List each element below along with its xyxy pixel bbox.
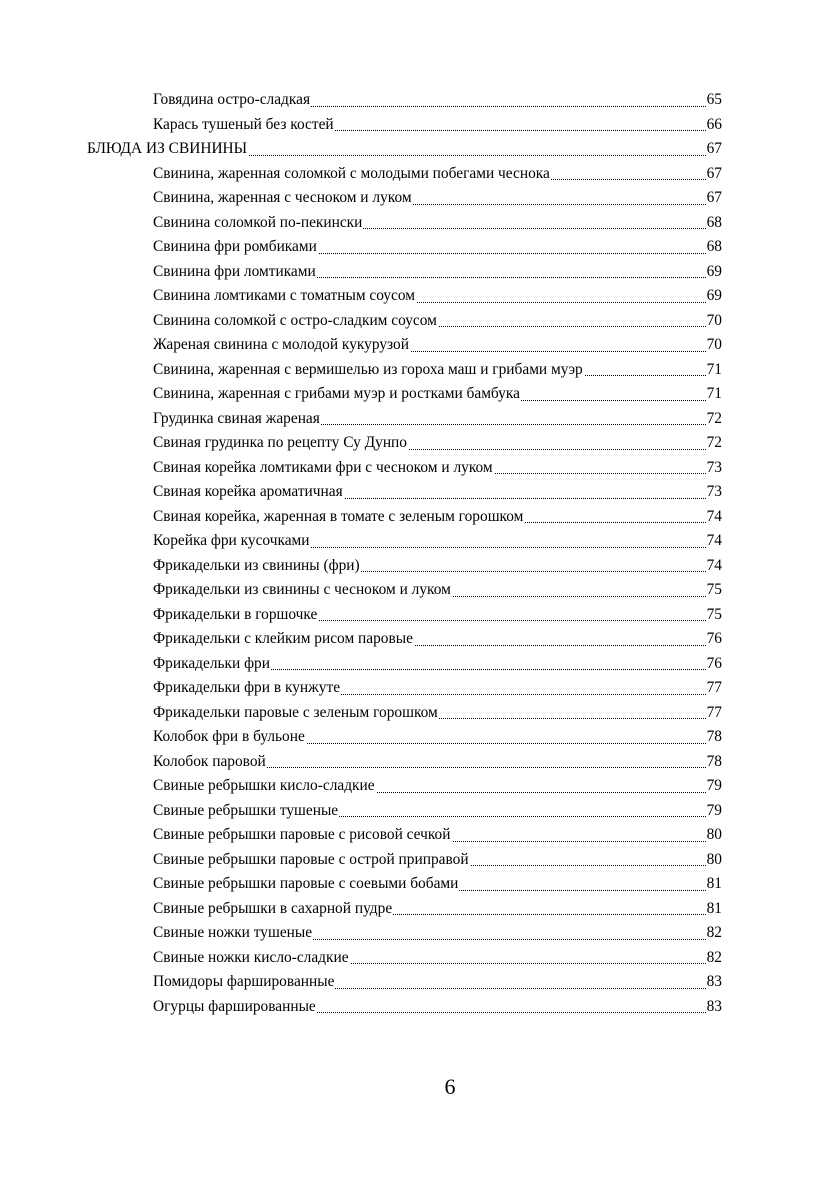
toc-entry-title: Колобок паровой: [153, 752, 266, 770]
toc-entry-title: Свинина фри ломтиками: [153, 262, 316, 280]
toc-entry-page: 83: [706, 970, 722, 995]
toc-entry-page: 67: [706, 162, 722, 187]
toc-entry-title: Фрикадельки паровые с зеленым горошком: [153, 703, 438, 721]
toc-entry-line: [153, 652, 722, 677]
toc-entry: [0, 652, 840, 677]
toc-entry-title: Свинина, жаренная соломкой с молодыми побегами чеснока: [153, 164, 550, 182]
toc-entry-title: Фрикадельки из свинины (фри): [153, 556, 360, 574]
toc-entry-title: Свиные ребрышки паровые с рисовой сечкой: [153, 826, 451, 843]
toc-entry-page: 82: [706, 946, 722, 971]
toc-entry-page: 69: [706, 260, 722, 285]
toc-entry-line: [153, 872, 722, 897]
toc-entry-line: [153, 88, 722, 113]
toc-entry-title: Свиные ножки кисло-сладкие: [153, 948, 349, 966]
toc-entry: [0, 603, 840, 628]
toc-entry-page: 71: [706, 382, 722, 407]
toc-entry-page: 76: [706, 652, 722, 677]
toc-entry-page: 73: [706, 456, 722, 481]
toc-entry-page: 83: [706, 995, 722, 1020]
toc-entry-line: [153, 578, 722, 603]
toc-entry-line: [153, 309, 722, 334]
toc-entry-line: [153, 480, 722, 505]
toc-entry-line: [153, 921, 722, 946]
toc-entry-title: Свинина, жаренная с чесноком и луком: [153, 189, 412, 206]
toc-entry: [0, 627, 840, 652]
toc-entry-page: 66: [706, 113, 722, 138]
toc-entry: [0, 309, 840, 334]
toc-entry: [0, 750, 840, 775]
toc-section-heading: [0, 137, 840, 162]
toc-entry-title: Свинина соломкой по-пекински: [153, 213, 363, 231]
toc-entry-line: [153, 284, 722, 309]
toc-entry: [0, 872, 840, 897]
toc-entry: [0, 946, 840, 971]
toc-entry-title: Фрикадельки с клейким рисом паровые: [153, 630, 413, 647]
toc-entry-line: [153, 358, 722, 383]
toc-entry: [0, 848, 840, 873]
toc-entry-title: Свиные ребрышки паровые с соевыми бобами: [153, 875, 459, 892]
toc-entry-line: [153, 162, 722, 187]
toc-entry: [0, 407, 840, 432]
toc-entry-page: 68: [706, 211, 722, 236]
toc-entry-title: Свиная корейка, жаренная в томате с зеленым горошком: [153, 507, 524, 525]
toc-entry-page: 78: [706, 725, 722, 750]
toc-entry-line: [153, 505, 722, 530]
toc-entry-title: Свиные ребрышки тушеные: [153, 801, 339, 819]
toc-entry: [0, 382, 840, 407]
toc-entry-title: Корейка фри кусочками: [153, 532, 310, 549]
toc-entry-line: [153, 382, 722, 407]
toc-entry-line: [153, 823, 722, 848]
toc-entry-line: [153, 774, 722, 799]
toc-entry-page: 80: [706, 848, 722, 873]
toc-entry-page: 75: [706, 603, 722, 628]
toc-entry: [0, 186, 840, 211]
toc-entry-line: [153, 897, 722, 922]
toc-entry-line: [153, 946, 722, 971]
toc-entry-line: [153, 529, 722, 554]
toc-entry-page: 71: [706, 358, 722, 383]
toc-entry-title: БЛЮДА ИЗ СВИНИНЫ: [87, 140, 248, 157]
toc-entry-line: [153, 186, 722, 211]
toc-entry-title: Карась тушеный без костей: [153, 115, 334, 133]
toc-entry-line: [153, 333, 722, 358]
toc-entry-page: 74: [706, 554, 722, 579]
toc-entry-title: Свинина фри ромбиками: [153, 238, 317, 255]
toc-entry-title: Фрикадельки в горшочке: [153, 605, 318, 623]
toc-entry-title: Свиные ножки тушеные: [153, 924, 313, 941]
toc-entry-page: 65: [706, 88, 722, 113]
toc-entry: [0, 774, 840, 799]
toc-entry-line: [153, 113, 722, 138]
toc-entry-page: 77: [706, 701, 722, 726]
toc-entry-page: 76: [706, 627, 722, 652]
toc-entry: [0, 456, 840, 481]
toc-entry: [0, 823, 840, 848]
toc-entry-page: 67: [706, 186, 722, 211]
toc-entry-title: Огурцы фаршированные: [153, 997, 316, 1015]
toc-entry: [0, 970, 840, 995]
toc-entry-page: 78: [706, 750, 722, 775]
toc-entry-page: 70: [706, 333, 722, 358]
toc-entry: [0, 505, 840, 530]
toc-entry: [0, 897, 840, 922]
toc-entry-title: Грудинка свиная жареная: [153, 409, 320, 427]
toc-entry-title: Фрикадельки фри: [153, 654, 270, 672]
toc-entry-page: 67: [706, 137, 722, 162]
toc-entry-line: [153, 750, 722, 775]
toc-entry-page: 73: [706, 480, 722, 505]
toc-entry-title: Свиная грудинка по рецепту Су Дунпо: [153, 434, 407, 451]
toc-entry-title: Свинина, жаренная с грибами муэр и ростками бамбука: [153, 385, 520, 402]
toc-entry: [0, 162, 840, 187]
toc-entry-page: 79: [706, 799, 722, 824]
toc-entry-title: Фрикадельки из свинины с чесноком и луком: [153, 581, 451, 598]
toc-entry-line: [153, 725, 722, 750]
toc-entry: [0, 701, 840, 726]
toc-entry: [0, 995, 840, 1020]
toc-entry-page: 80: [706, 823, 722, 848]
page-number: 6: [444, 1074, 456, 1099]
toc-entry-page: 69: [706, 284, 722, 309]
toc-entry: [0, 235, 840, 260]
toc-entry: [0, 431, 840, 456]
toc-entry: [0, 480, 840, 505]
toc-entry-line: [153, 431, 722, 456]
toc-entry-line: [153, 970, 722, 995]
toc-entry: [0, 88, 840, 113]
toc-entry-title: Свинина соломкой с остро-сладким соусом: [153, 311, 437, 329]
toc-entry-line: [153, 701, 722, 726]
toc-entry-page: 72: [706, 431, 722, 456]
toc-entry: [0, 529, 840, 554]
toc-entry-line: [153, 799, 722, 824]
toc-entry-page: 74: [706, 529, 722, 554]
toc-entry-page: 79: [706, 774, 722, 799]
toc-entry: [0, 676, 840, 701]
toc-entry-page: 81: [706, 872, 722, 897]
toc-entry: [0, 554, 840, 579]
toc-entry: [0, 284, 840, 309]
toc-entry: [0, 725, 840, 750]
toc-entry-title: Свинина, жаренная с вермишелью из гороха маш и грибами муэр: [153, 360, 583, 378]
toc-entry-title: Свиные ребрышки в сахарной пудре: [153, 899, 393, 917]
toc-entry-title: Колобок фри в бульоне: [153, 728, 305, 745]
toc-entry-title: Свиные ребрышки паровые с острой приправой: [153, 850, 469, 868]
toc-entry: [0, 578, 840, 603]
table-of-contents: [0, 88, 840, 1019]
toc-entry-line: [153, 603, 722, 628]
toc-entry-page: 68: [706, 235, 722, 260]
toc-entry-line: [153, 848, 722, 873]
toc-entry-title: Помидоры фаршированные: [153, 973, 335, 990]
toc-entry-line: [153, 235, 722, 260]
toc-entry-line: [153, 554, 722, 579]
toc-entry: [0, 260, 840, 285]
toc-entry-title: Свиные ребрышки кисло-сладкие: [153, 777, 375, 794]
toc-entry-title: Свинина ломтиками с томатным соусом: [153, 287, 416, 304]
toc-entry-line: [153, 456, 722, 481]
toc-entry-title: Говядина остро-сладкая: [153, 91, 311, 108]
toc-entry: [0, 358, 840, 383]
toc-entry: [0, 921, 840, 946]
toc-entry-line: [153, 260, 722, 285]
toc-entry: [0, 113, 840, 138]
toc-entry: [0, 211, 840, 236]
toc-entry-title: Свиная корейка ароматичная: [153, 483, 343, 500]
toc-entry-title: Жареная свинина с молодой кукурузой: [153, 336, 409, 353]
toc-entry-title: Свиная корейка ломтиками фри с чесноком и луком: [153, 458, 493, 476]
toc-entry-line: [153, 211, 722, 236]
toc-entry-line: [153, 407, 722, 432]
toc-entry-line: [153, 627, 722, 652]
toc-entry-page: 82: [706, 921, 722, 946]
toc-entry-page: 81: [706, 897, 722, 922]
toc-entry: [0, 333, 840, 358]
toc-entry-page: 75: [706, 578, 722, 603]
toc-entry-page: 74: [706, 505, 722, 530]
toc-entry-page: 77: [706, 676, 722, 701]
toc-entry-page: 72: [706, 407, 722, 432]
toc-entry-line: [153, 676, 722, 701]
toc-entry-line: [153, 995, 722, 1020]
toc-entry-page: 70: [706, 309, 722, 334]
toc-entry-line: [87, 137, 722, 162]
toc-entry-title: Фрикадельки фри в кунжуте: [153, 679, 341, 696]
toc-entry: [0, 799, 840, 824]
